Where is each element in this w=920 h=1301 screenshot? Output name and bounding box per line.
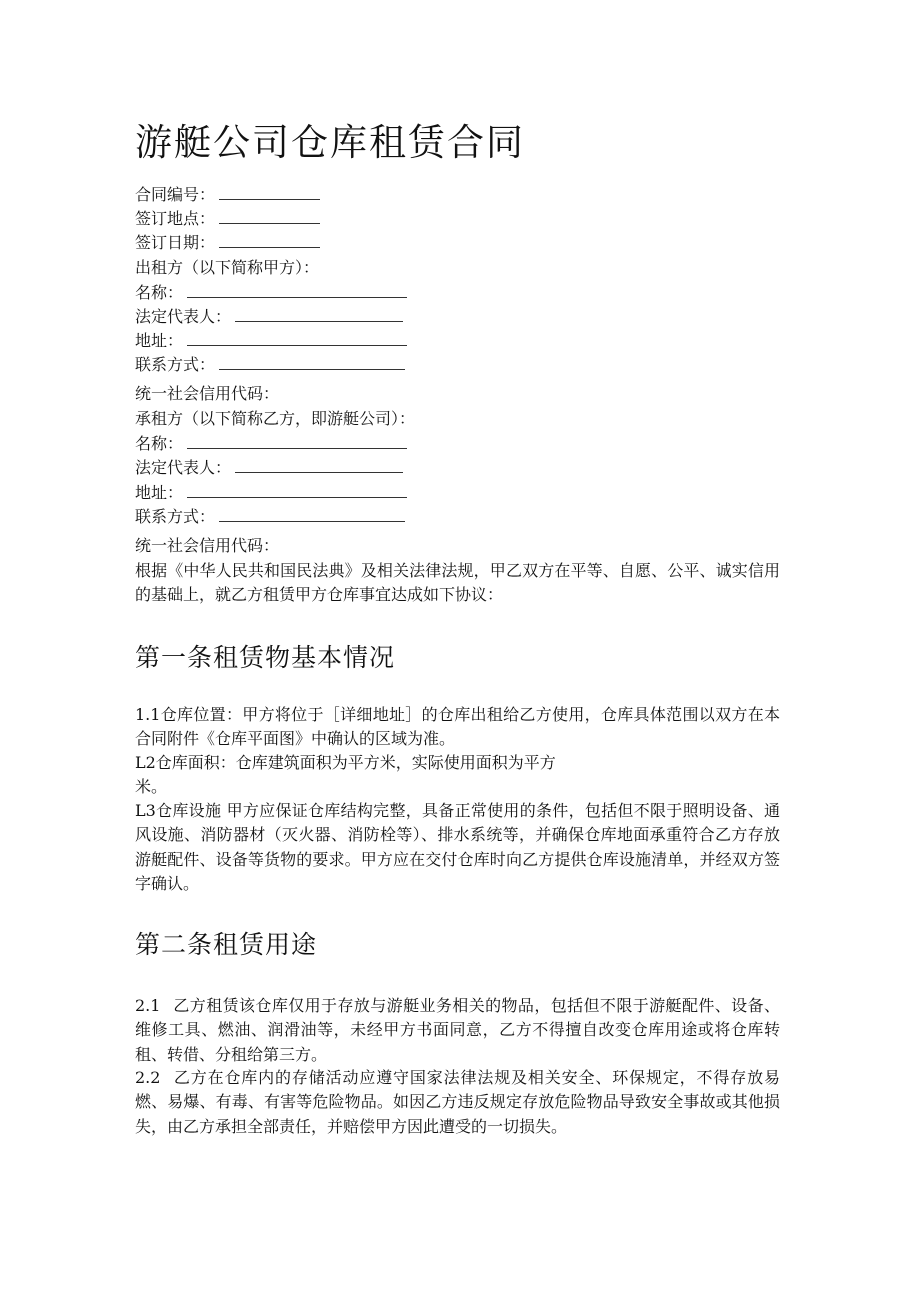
sign-date-label: 签订日期： — [135, 233, 216, 252]
clause-2-1-text: 乙方租赁该仓库仅用于存放与游艇业务相关的物品，包括但不限于游艇配件、设备、维修工具、燃油、润滑油等，未经甲方书面同意，乙方不得擅自改变仓库用途或将仓库转租、转借、分租给第三方。 — [135, 996, 780, 1064]
lessee-contact-label: 联系方式： — [135, 507, 216, 526]
lessee-address-blank[interactable] — [187, 483, 407, 498]
clause-2-2-text: 乙方在仓库内的存储活动应遵守国家法律法规及相关安全、环保规定，不得存放易燃、易爆、有毒、有害等危险物品。如因乙方违反规定存放危险物品导致安全事故或其他损失，由乙方承担全部责任，并赔偿甲方因此遭受的一切损失。 — [135, 1068, 780, 1136]
clause-2-2-number: 2.2 — [135, 1068, 161, 1087]
lessee-name-blank[interactable] — [187, 434, 407, 449]
lessee-legal-rep-blank[interactable] — [235, 458, 403, 473]
sign-date-blank[interactable] — [219, 233, 320, 248]
lessor-contact-label: 联系方式： — [135, 355, 216, 374]
article1-clause-1-3: L3仓库设施 甲方应保证仓库结构完整，具备正常使用的条件，包括但不限于照明设备、通风设施、消防器材（灭火器、消防栓等）、排水系统等，并确保仓库地面承重符合乙方存放游艇配件、设备等货物的要求。甲方应在交付仓库时向乙方提供仓库设施清单，并经双方签字确认。 — [135, 801, 780, 894]
article1-clause-1-1: 1.1仓库位置：甲方将位于［详细地址］的仓库出租给乙方使用，仓库具体范围以双方在本合同附件《仓库平面图》中确认的区域为准。 — [135, 705, 780, 749]
lessee-legal-rep-label: 法定代表人： — [135, 458, 232, 477]
lessor-address-line — [135, 329, 407, 353]
lessor-heading: 出租方（以下简称甲方）： — [135, 258, 320, 277]
clause-2-1-number: 2.1 — [135, 996, 161, 1015]
contract-no-label: 合同编号： — [135, 185, 216, 204]
lessor-legal-rep-blank[interactable] — [235, 307, 403, 322]
lessee-name-label: 名称： — [135, 434, 184, 453]
lessor-address-blank[interactable] — [187, 331, 407, 346]
sign-place-blank[interactable] — [219, 209, 320, 224]
article1-clause-1-2-line1: L2仓库面积：仓库建筑面积为平方米，实际使用面积为平方 — [135, 753, 556, 772]
sign-place-label: 签订地点： — [135, 209, 216, 228]
lessor-legal-rep-label: 法定代表人： — [135, 307, 232, 326]
contract-no-blank[interactable] — [219, 185, 320, 200]
document-title: 游艇公司仓库租赁合同 — [135, 121, 525, 164]
lessor-contact-line — [135, 353, 405, 377]
lessee-legal-rep-line — [135, 456, 403, 480]
lessee-heading: 承租方（以下简称乙方，即游艇公司）： — [135, 409, 416, 428]
preamble-paragraph: 根据《中华人民共和国民法典》及相关法律法规，甲乙双方在平等、自愿、公平、诚实信用的基础上，就乙方租赁甲方仓库事宜达成如下协议： — [135, 561, 780, 605]
lessor-credit-code: 统一社会信用代码： — [135, 384, 280, 403]
article2-clause-2-1 — [135, 994, 780, 1067]
lessee-address-label: 地址： — [135, 483, 184, 502]
article2-clause-2-2 — [135, 1066, 780, 1139]
contract-no-line — [135, 183, 320, 207]
lessee-credit-code: 统一社会信用代码： — [135, 536, 280, 555]
article1-title: 第一条租赁物基本情况 — [135, 643, 396, 672]
lessee-contact-blank[interactable] — [219, 507, 405, 522]
lessor-name-label: 名称： — [135, 283, 184, 302]
article1-clause-1-2-line2: 米。 — [135, 777, 168, 796]
lessee-name-line — [135, 432, 407, 456]
lessor-name-line — [135, 281, 407, 305]
lessor-legal-rep-line — [135, 305, 403, 329]
lessor-contact-blank[interactable] — [219, 355, 405, 370]
article2-title: 第二条租赁用途 — [135, 930, 318, 959]
sign-date-line — [135, 231, 320, 255]
lessor-address-label: 地址： — [135, 331, 184, 350]
lessor-name-blank[interactable] — [187, 283, 407, 298]
lessee-contact-line — [135, 505, 405, 529]
sign-place-line — [135, 207, 320, 231]
lessee-address-line — [135, 481, 407, 505]
